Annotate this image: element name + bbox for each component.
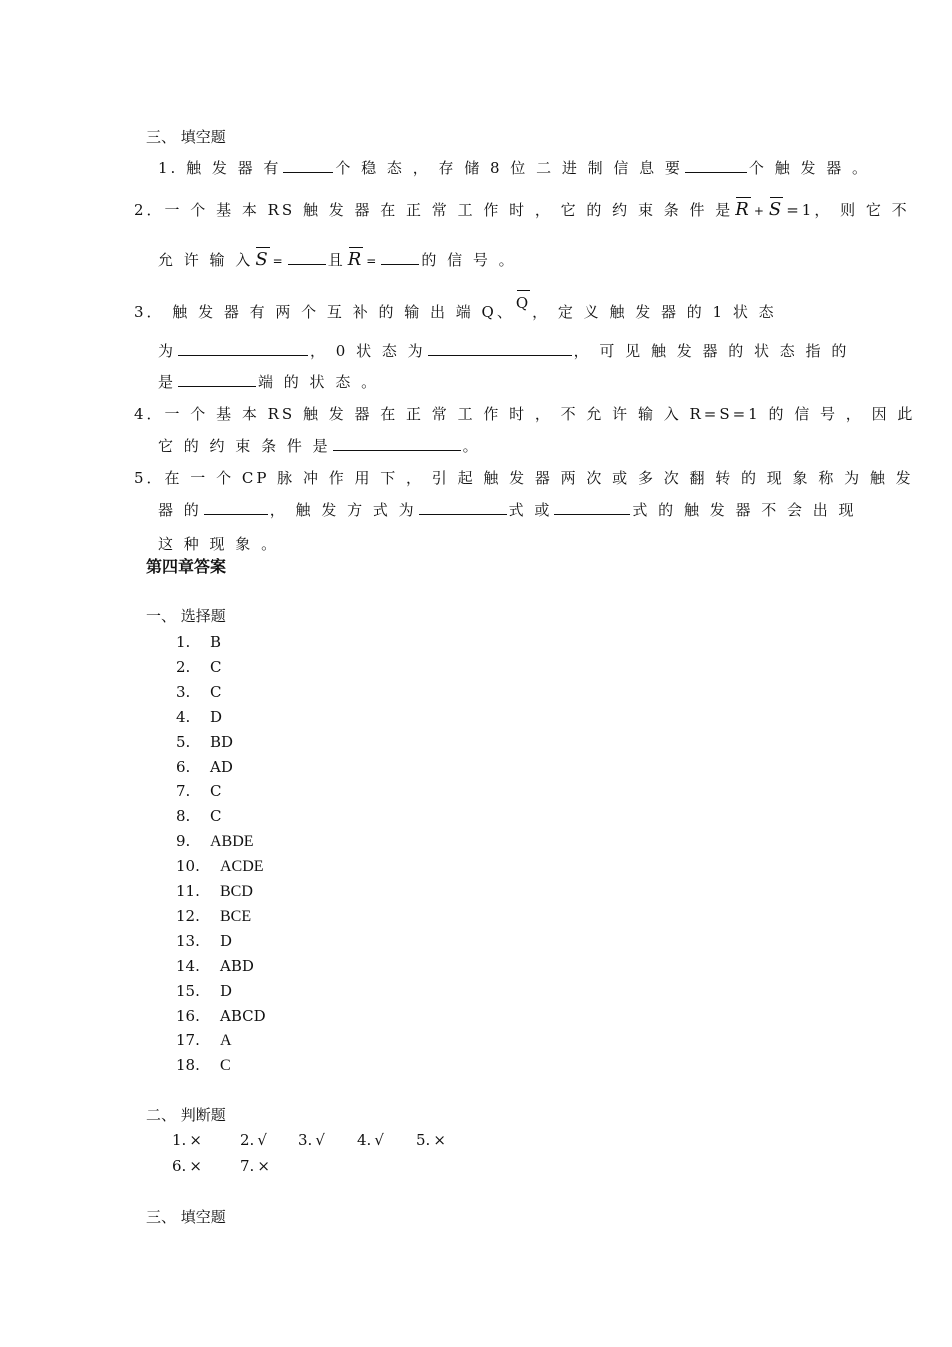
answer-number: 17.: [176, 1031, 200, 1050]
question-2: [134, 200, 910, 221]
q3-text-a: 3． 触 发 器 有 两 个 互 补 的 输 出 端 Q、: [134, 303, 515, 321]
answer-mark: √: [257, 1131, 267, 1149]
answer-number: 6.: [172, 1157, 187, 1175]
answer-value: ABD: [220, 956, 254, 975]
answer-value: C: [210, 807, 222, 826]
section-heading-choice: 一、 选择题: [146, 607, 226, 625]
s-bar-symbol: S: [768, 199, 785, 220]
answer-number: 15.: [176, 981, 200, 1000]
answer-value: BCD: [220, 883, 253, 900]
q3-line2-c: ， 可 见 触 发 器 的 状 态 指 的: [573, 342, 850, 360]
q3-blank-end[interactable]: [178, 372, 256, 387]
chapter-answers-title: 第四章答案: [146, 557, 227, 576]
answer-value: D: [220, 931, 233, 950]
answer-value: BCE: [220, 907, 252, 925]
question-5-line-2: [158, 500, 857, 520]
answer-number: 1.: [176, 633, 191, 651]
choice-answer-item: [176, 956, 254, 976]
answer-number: 2.: [176, 657, 191, 676]
answer-value: AD: [210, 757, 233, 776]
answer-value: ACDE: [220, 858, 264, 876]
answer-number: 16.: [176, 1006, 200, 1025]
r-bar-symbol: R: [735, 199, 752, 220]
answer-value: D: [210, 707, 223, 726]
q-bar-symbol: Q: [515, 294, 532, 312]
answer-number: 7.: [240, 1157, 255, 1175]
answer-number: 9.: [176, 832, 191, 851]
q5-blank-3[interactable]: [554, 500, 630, 515]
choice-answer-item: [176, 1055, 231, 1076]
answer-number: 1.: [172, 1131, 187, 1149]
section-heading-judge: 二、 判断题: [146, 1106, 226, 1124]
question-4-line-2: [158, 436, 481, 456]
q1-blank-2[interactable]: [685, 158, 747, 173]
q2-line2-a: 允 许 输 入: [158, 251, 254, 269]
q3-line2-b: ， 0 状 态 为: [310, 342, 426, 360]
answer-number: 12.: [176, 906, 200, 925]
judge-answer-item: [240, 1131, 267, 1149]
answer-number: 3.: [298, 1131, 313, 1149]
choice-answer-item: [176, 732, 233, 752]
answer-value: C: [210, 682, 222, 701]
choice-answer-item: [176, 682, 221, 702]
answer-mark: ×: [189, 1157, 202, 1175]
question-5-line-3: 这 种 现 象 。: [158, 535, 280, 553]
plus-sign: +: [753, 204, 767, 218]
answer-number: 13.: [176, 931, 200, 950]
answer-number: 2.: [240, 1131, 255, 1149]
q4-line2-a: 它 的 约 束 条 件 是: [158, 437, 331, 455]
answer-mark: ×: [189, 1131, 202, 1149]
answer-number: 10.: [176, 857, 200, 876]
q2-blank-r[interactable]: [381, 250, 419, 265]
r-bar-symbol-2: R: [347, 249, 365, 270]
section-heading-fill-answers: 三、 填空题: [146, 1208, 226, 1226]
answer-number: 18.: [176, 1056, 200, 1075]
answer-number: 4.: [357, 1131, 372, 1149]
answer-value: ABDE: [210, 833, 254, 851]
q2-blank-s[interactable]: [288, 250, 326, 265]
q5-line2-d: 式 的 触 发 器 不 会 出 现: [632, 501, 857, 519]
question-1: [158, 158, 870, 178]
answer-mark: ×: [433, 1131, 446, 1149]
judge-answer-item: [416, 1131, 446, 1149]
q2-line2-b: 的 信 号 。: [421, 251, 517, 269]
q3-text-b: ， 定 义 触 发 器 的 1 状 态: [532, 303, 777, 321]
choice-answer-item: [176, 881, 253, 902]
q2-text-a: 2．一 个 基 本 RS 触 发 器 在 正 常 工 作 时 ， 它 的 约 束 条 件 是: [134, 201, 734, 219]
q5-line2-b: ， 触 发 方 式 为: [269, 501, 417, 519]
q1-text-c: 个 触 发 器 。: [748, 159, 870, 177]
answer-value: BD: [210, 732, 234, 751]
q3-line3-b: 端 的 状 态 。: [258, 373, 380, 391]
answer-value: B: [210, 633, 222, 651]
answer-mark: ×: [257, 1157, 270, 1175]
choice-answer-item: [176, 906, 251, 927]
q4-blank[interactable]: [333, 436, 461, 451]
answer-number: 14.: [176, 956, 200, 975]
choice-answer-item: [176, 1030, 232, 1051]
q5-line2-c: 式 或: [508, 501, 553, 519]
choice-answer-item: [176, 707, 222, 727]
q3-blank-0[interactable]: [428, 341, 572, 356]
answer-number: 4.: [176, 707, 191, 726]
q1-text-b: 个 稳 态 ， 存 储 8 位 二 进 制 信 息 要: [335, 159, 683, 177]
question-3: [134, 294, 777, 322]
q3-blank-1[interactable]: [178, 341, 308, 356]
answer-value: C: [210, 657, 222, 676]
q4-line2-b: 。: [462, 437, 481, 455]
choice-answer-item: [176, 856, 264, 877]
equals-sign: =: [272, 254, 286, 268]
choice-answer-item: [176, 757, 233, 777]
q1-blank-1[interactable]: [283, 158, 333, 173]
judge-answer-item: [172, 1131, 202, 1149]
answer-mark: √: [315, 1131, 325, 1149]
judge-answer-item: [240, 1157, 270, 1175]
choice-answer-item: [176, 931, 232, 951]
answer-number: 6.: [176, 757, 191, 776]
question-4: 4．一 个 基 本 RS 触 发 器 在 正 常 工 作 时 ， 不 允 许 输 入 R=S=1 的 信 号 ， 因 此: [134, 405, 916, 423]
judge-answer-item: [172, 1157, 202, 1175]
q1-text-a: 1. 触 发 器 有: [158, 159, 282, 177]
choice-answer-item: [176, 632, 221, 652]
q3-line2-a: 为: [158, 342, 177, 360]
answer-mark: √: [374, 1131, 384, 1149]
s-bar-symbol-2: S: [255, 249, 271, 270]
q5-blank-2[interactable]: [419, 500, 507, 515]
section-heading-fill: 三、 填空题: [146, 128, 226, 146]
choice-answer-item: [176, 1006, 266, 1026]
answer-value: ABCD: [220, 1006, 266, 1025]
equals-sign-2: =: [366, 254, 380, 268]
answer-number: 7.: [176, 782, 191, 801]
judge-answer-item: [357, 1131, 384, 1149]
judge-answer-item: [298, 1131, 325, 1149]
q2-and: 且: [327, 251, 346, 269]
answer-value: A: [220, 1032, 232, 1050]
question-3-line-3: [158, 372, 379, 392]
choice-answer-item: [176, 657, 221, 677]
answer-number: 11.: [176, 882, 200, 900]
q2-text-eq: =1， 则 它 不: [786, 201, 910, 219]
q3-line3-a: 是: [158, 373, 177, 391]
answer-number: 5.: [416, 1131, 431, 1149]
answer-number: 3.: [176, 682, 191, 701]
question-2-line-2: [158, 250, 517, 271]
q5-blank-1[interactable]: [204, 500, 268, 515]
choice-answer-item: [176, 981, 232, 1001]
question-5: 5．在 一 个 CP 脉 冲 作 用 下 ， 引 起 触 发 器 两 次 或 多 次 翻 转 的 现 象 称 为 触 发: [134, 469, 914, 487]
answer-value: C: [210, 782, 222, 801]
answer-number: 8.: [176, 807, 191, 826]
choice-answer-item: [176, 806, 221, 826]
choice-answer-item: [176, 831, 254, 852]
question-3-line-2: [158, 341, 849, 361]
answer-number: 5.: [176, 732, 191, 751]
q5-line2-a: 器 的: [158, 501, 202, 519]
answer-value: C: [220, 1057, 231, 1075]
choice-answer-item: [176, 781, 221, 801]
answer-value: D: [220, 981, 233, 1000]
